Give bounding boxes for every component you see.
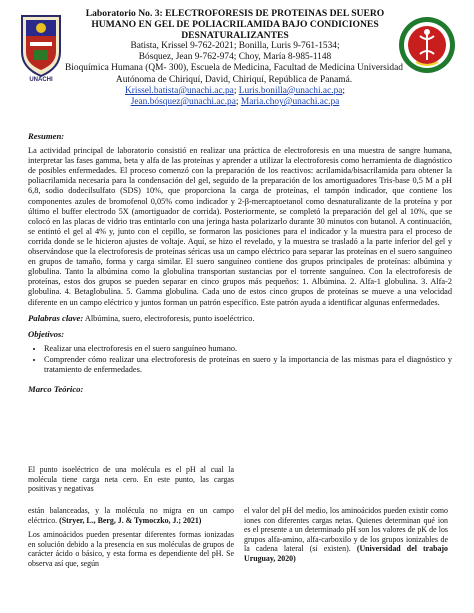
authors-line-2: Bósquez, Jean 9-762-974; Choy, María 8-985-1148: [138, 52, 332, 63]
keywords: [28, 313, 452, 324]
authors-line-1: Batista, Krissel 9-762-2021; Bonilla, Luris 9-761-1534;: [130, 41, 340, 51]
objectives-list: [28, 344, 452, 375]
abstract-section: [28, 131, 452, 394]
objective-item: • Comprender cómo realizar una electroforesis de proteínas en suero y la importancia de las mismas para el diagnóstico y tratamiento de enfermedades.: [44, 355, 452, 375]
citation: (Stryer, L., Berg, J. & Tymoczko, J.; 2021): [59, 515, 202, 525]
theory-left-column: [28, 506, 234, 569]
keywords-text: Albúmina, suero, electroforesis, punto isoeléctrico.: [83, 313, 255, 323]
keywords-label: Palabras clave:: [28, 312, 84, 323]
abstract-heading: Resumen:: [28, 131, 65, 141]
faculty-seal-logo: [398, 16, 456, 74]
theory-left-paragraph-1: están balanceadas, y la molécula no migra en un campo eléctrico. (Stryer, L., Berg, J. & Tymoczko, J.; 2021): [28, 506, 234, 525]
svg-text:UNACHI: UNACHI: [29, 77, 53, 82]
email-link[interactable]: Luris.bonilla@unachi.ac.pa: [238, 85, 343, 96]
affiliation: Bioquímica Humana (QM- 300), Escuela de Medicina, Facultad de Medicina Universidad Autónoma de Chiriquí, David, Chiriquí, República de Panamá.: [65, 63, 403, 85]
theory-left-paragraph-2: Los aminoácidos pueden presentar diferentes formas ionizadas en solución debido a la presencia en sus moléculas de grupos de carácter ácido o básico, y esta forma es dependiente del pH. Se observa así que, según: [28, 530, 234, 568]
theory-right-column: [244, 506, 448, 564]
email-link[interactable]: Jean.bósquez@unachi.ac.pa: [130, 97, 236, 108]
email-line-1: Krissel.batista@unachi.ac.pa; Luris.bonilla@unachi.ac.pa;: [124, 85, 346, 96]
theory-right-paragraph-1: el valor del pH del medio, los aminoácidos pueden existir como iones con diferentes cargas netas. Quienes determinan qué ion es el presente a un determinado pH son los valores de pK de los grupos alfa-amino, alfa-carboxilo y de los grupos ionizables de la cadena lateral (si existen). (Universidad del trabajo Uruguay, 2020): [244, 506, 449, 563]
email-link[interactable]: Krissel.batista@unachi.ac.pa: [124, 85, 234, 96]
unachi-logo: [14, 12, 68, 82]
objective-item: • Realizar una electroforesis en el suero sanguíneo humano.: [44, 344, 452, 354]
citation: (Universidad del trabajo Uruguay, 2020): [244, 544, 449, 563]
theory-heading: Marco Teórico:: [28, 384, 84, 395]
email-line-2: Jean.bósquez@unachi.ac.pa; Maria.choy@unachi.ac.pa: [130, 97, 340, 108]
email-link[interactable]: Maria.choy@unachi.ac.pa: [240, 97, 340, 108]
abstract-text: La actividad principal de laboratorio consistió en realizar una práctica de electroforesis en una muestra de sangre humana, interpretar las fases gamma, beta y alfa de las proteínas y aprender a utilizar la electroforesis como herramienta de diagnóstico de posibles enfermedades. El proceso comenzó con la preparación de los reactivos: acrilamida/bisacrilamida para obtener la poliacrilamida necesaria para la condensación del gel, seguido de la preparación de los amortiguadores Tris-base 0,5 M a pH 6,8, sodio dodecilsulfato (SDS) 10%, que proporciona la carga de proteínas, el tampón indicador, que contiene los componentes azules de bromofenol 0,05% como indicador y 2-β-mercaptoetanol como desnaturalizante de la proteína y por último el buffer electrodo 5X (amortiguador de corrida). Posteriormente, se completó la preparación del gel al 10%, que se colocó en las placas de vidrio tras entintarlo con una jeringa hasta polarizarlo durante 30 minutos con butanol. A continuación, se entintó el gel al 4% y, junto con el cepillo, se formaron las posiciones para el indicador y la muestra para el proceso de corrida donde se le hicieron ajustes de voltaje. Aquí, se hizo el revelado, y la muestra se trasladó a la parte inferior del gel y observándose que la electroforesis de proteínas séricas usa un campo eléctrico para separar las proteínas en el suero sanguíneo en grupos de tamaño, forma y carga similar. El suero sanguíneo contiene dos grupos principales de proteínas: albúmina y globulina. Tanto la albúmina como la globulina transportan sustancias por el torrente sanguíneo. Con la electroforesis de proteínas, estos dos grupos se pueden separar en cinco grupos más pequeños: 1. Albúmina. 2. Alfa-1 globulina. 3. Alfa-2 globulina. 4. Betaglobulina. 5. Gamma globulina. Cada uno de estos cinco grupos de proteínas se mueve a una velocidad diferente en un campo eléctrico y juntos forman un patrón específico. Este patrón ayuda a identificar algunas enfermedades.: [28, 146, 452, 307]
theory-intro: El punto isoeléctrico de una molécula es el pH al cual la molécula tiene carga neta cero. En este punto, las cargas positivas y negativas: [28, 465, 234, 494]
objectives-heading: Objetivos:: [28, 328, 65, 339]
paper-header: [65, 8, 403, 108]
paper-title: Laboratorio No. 3: ELECTROFORESIS DE PROTEINAS DEL SUERO HUMANO EN GEL DE POLIACRILAMIDA BAJO CONDICIONES DESNATURALIZANTES: [85, 8, 385, 41]
